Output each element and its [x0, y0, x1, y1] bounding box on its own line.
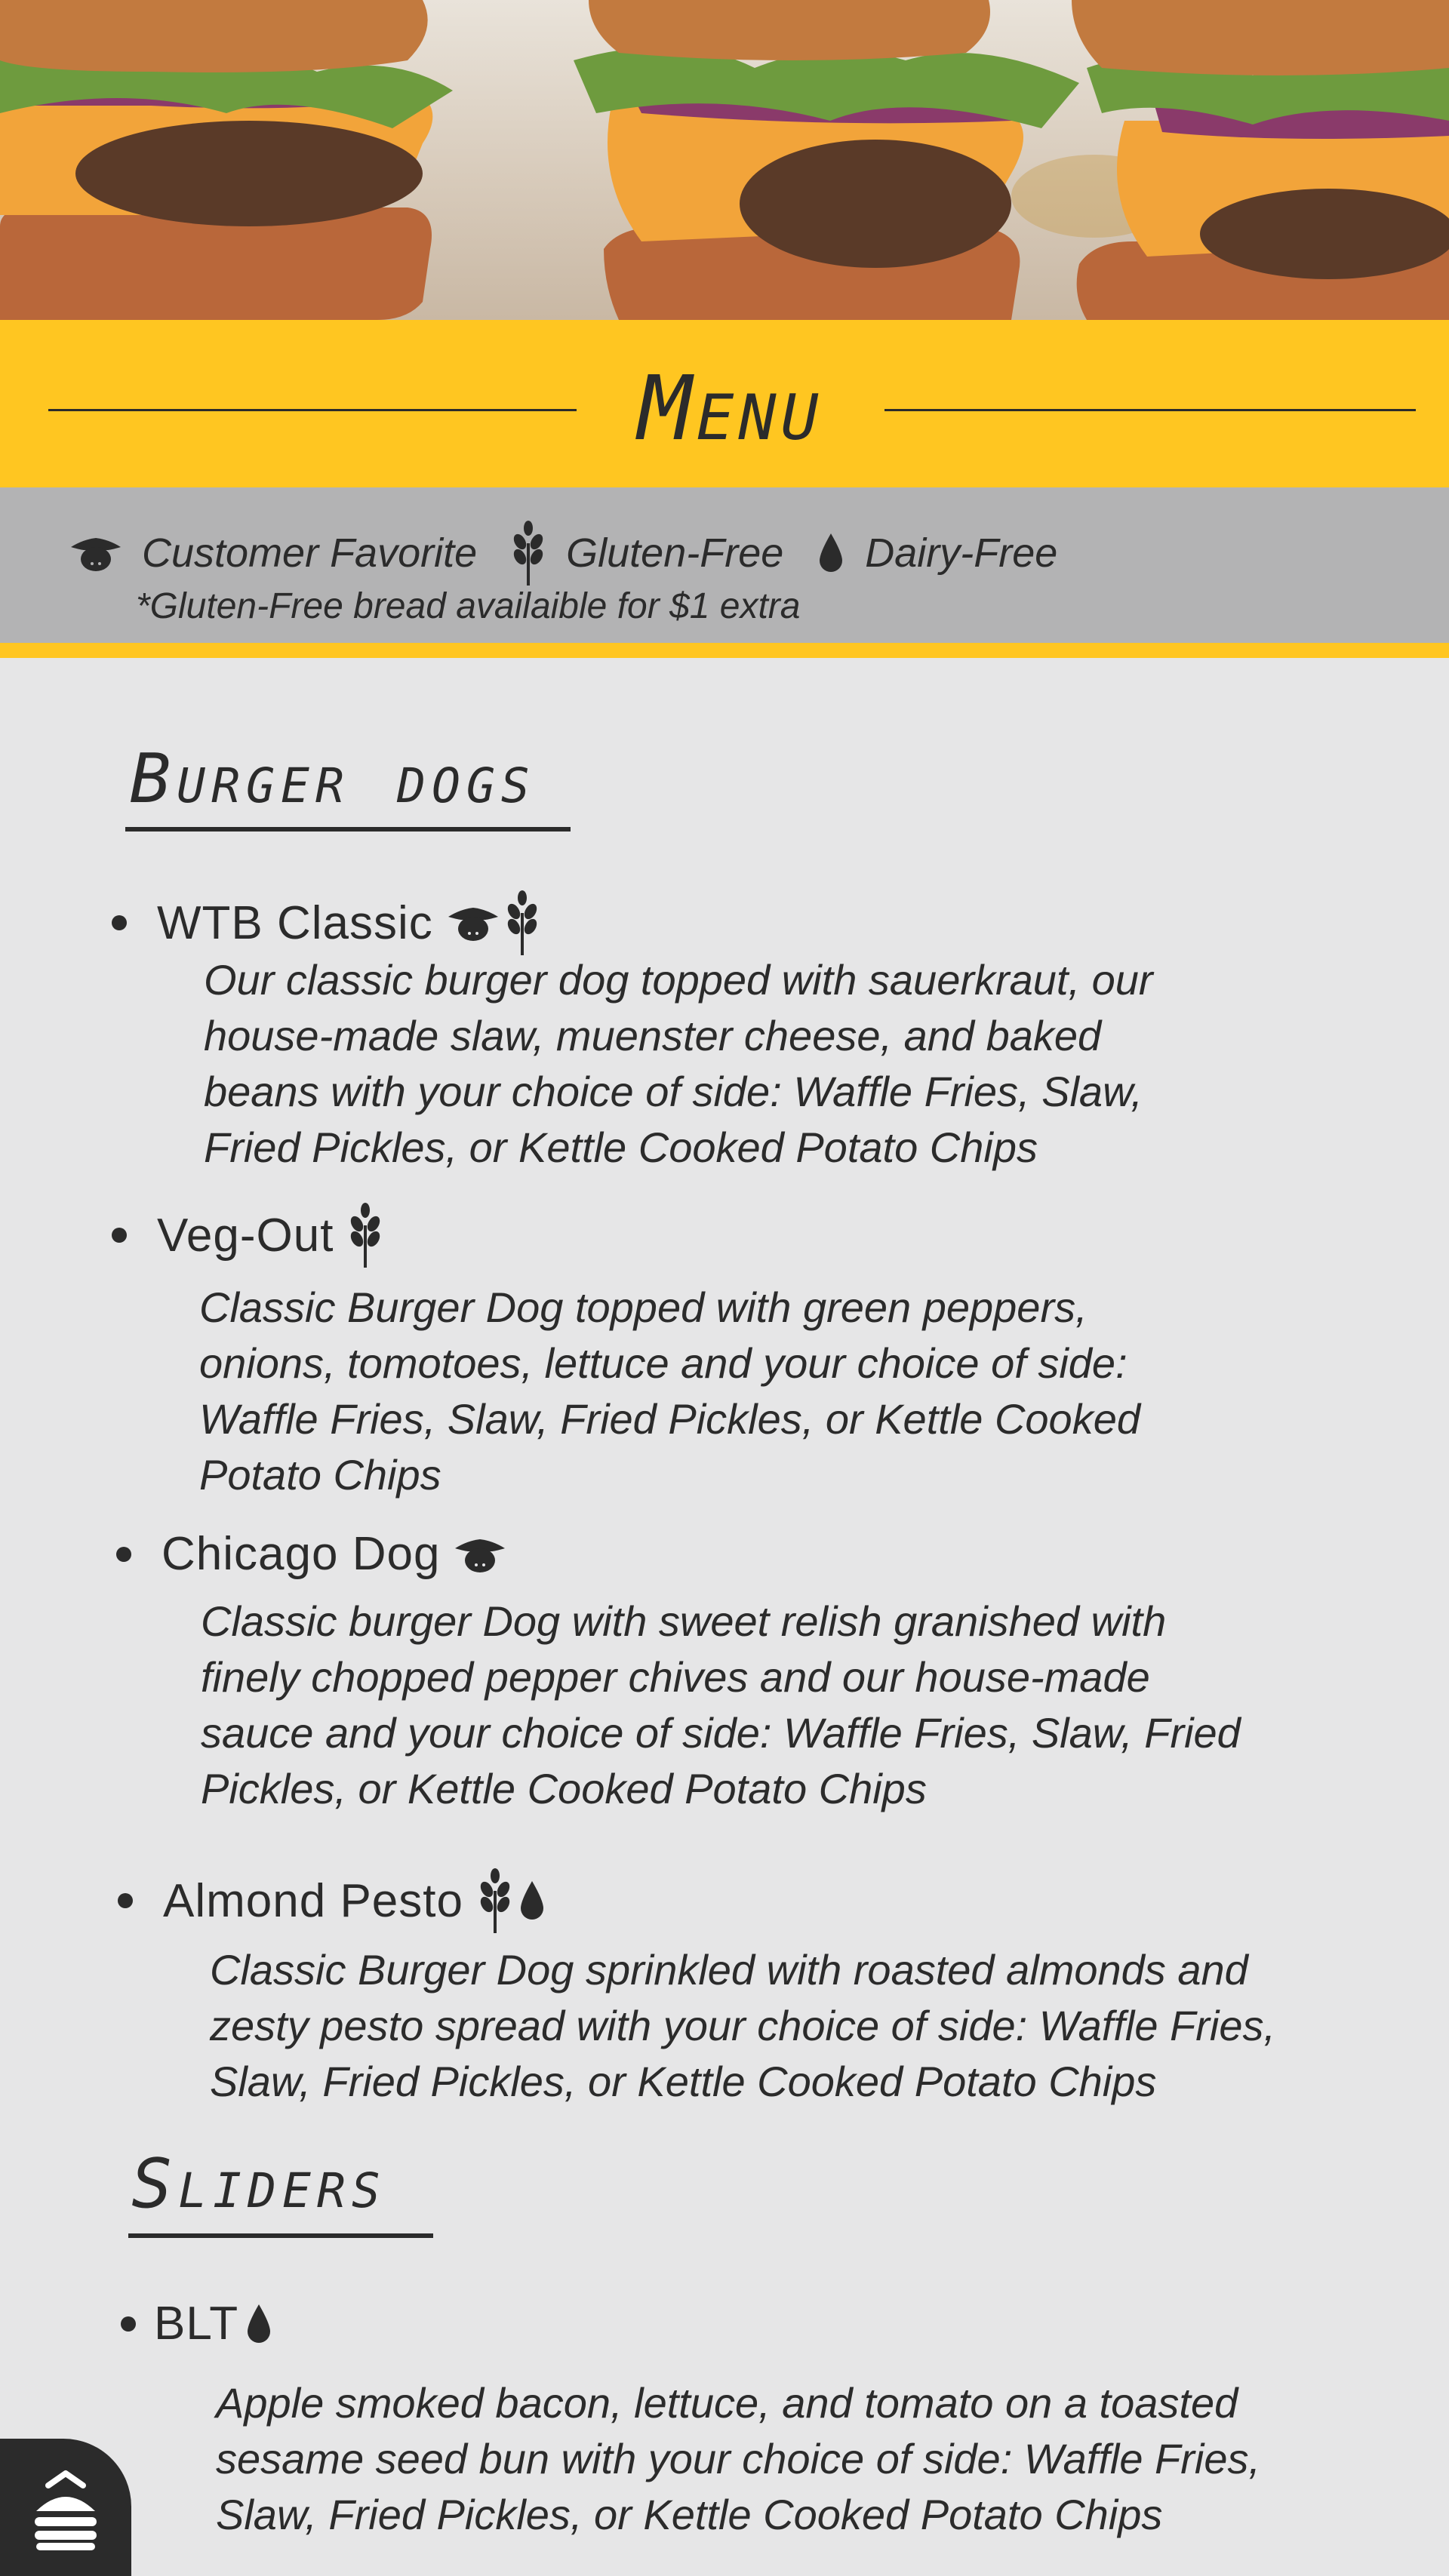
desc-line: Pickles, or Kettle Cooked Potato Chips [201, 1765, 927, 1812]
gluten-free-note: *Gluten-Free bread availaible for $1 extra [136, 586, 801, 626]
desc-line: beans with your choice of side: Waffle Fries, Slaw, [204, 1068, 1143, 1115]
section-rule [125, 827, 571, 832]
section-rule [128, 2233, 433, 2238]
cow-icon [69, 532, 122, 574]
drop-icon [817, 532, 845, 574]
item-name: BLT [154, 2298, 239, 2350]
wheat-icon [504, 890, 540, 955]
bullet [116, 1547, 131, 1562]
back-to-top-button[interactable] [0, 2439, 131, 2576]
item-name: Almond Pesto [163, 1874, 463, 1927]
cow-icon [454, 1533, 506, 1575]
item-name: Veg-Out [157, 1209, 334, 1262]
menu-item-veg-out [112, 1203, 388, 1268]
item-description [201, 1594, 1408, 1817]
item-name: WTB Classic [157, 896, 433, 949]
desc-line: Slaw, Fried Pickles, or Kettle Cooked Potato Chips [210, 2058, 1157, 2105]
menu-title: Menu [638, 356, 823, 460]
desc-line: Slaw, Fried Pickles, or Kettle Cooked Potato Chips [216, 2491, 1163, 2538]
desc-line: finely chopped pepper chives and our house-made [201, 1653, 1150, 1701]
menu-header [0, 320, 1449, 487]
hero-image [0, 0, 1449, 320]
menu-item-wtb-classic [112, 890, 545, 955]
bullet [112, 915, 127, 930]
drop-icon [245, 2303, 273, 2345]
item-description [216, 2375, 1423, 2543]
section-title-sliders: Sliders [131, 2144, 386, 2224]
menu-item-almond-pesto [118, 1868, 551, 1933]
desc-line: onions, tomotoes, lettuce and your choice of side: [199, 1339, 1128, 1387]
item-name: Chicago Dog [162, 1528, 441, 1580]
desc-line: Potato Chips [199, 1451, 441, 1499]
desc-line: Fried Pickles, or Kettle Cooked Potato Chips [204, 1124, 1038, 1171]
legend-customer-favorite [69, 530, 477, 576]
menu-item-chicago-dog [116, 1527, 511, 1581]
desc-line: house-made slaw, muenster cheese, and baked [204, 1012, 1102, 1059]
desc-line: sesame seed bun with your choice of side: Waffle Fries, [216, 2435, 1261, 2482]
section-title-burger-dogs: Burger dogs [130, 739, 536, 819]
desc-line: Our classic burger dog topped with sauerkraut, our [204, 956, 1153, 1004]
menu-item-blt [121, 2297, 278, 2350]
wheat-icon [477, 1868, 513, 1933]
desc-line: Apple smoked bacon, lettuce, and tomato on a toasted [216, 2379, 1238, 2427]
desc-line: zesty pesto spread with your choice of side: Waffle Fries, [210, 2002, 1276, 2049]
cow-icon [447, 902, 500, 944]
item-description [210, 1942, 1417, 2110]
legend-label: Gluten-Free [566, 530, 784, 576]
desc-line: Waffle Fries, Slaw, Fried Pickles, or Kettle Cooked [199, 1395, 1140, 1443]
desc-line: Classic burger Dog with sweet relish granished with [201, 1597, 1167, 1645]
bullet [112, 1228, 127, 1243]
legend-gluten-free [510, 521, 783, 586]
legend [0, 487, 1449, 658]
menu-rule-left [48, 409, 577, 411]
legend-dairy-free [817, 530, 1057, 576]
desc-line: Classic Burger Dog topped with green peppers, [199, 1283, 1088, 1331]
wheat-icon [510, 521, 546, 586]
bullet [121, 2316, 136, 2332]
wheat-icon [347, 1203, 383, 1268]
item-description [204, 952, 1411, 1176]
item-description [199, 1280, 1407, 1503]
bullet [118, 1893, 133, 1908]
drop-icon [518, 1880, 546, 1922]
legend-label: Dairy-Free [865, 530, 1058, 576]
desc-line: sauce and your choice of side: Waffle Fries, Slaw, Fried [201, 1709, 1241, 1757]
legend-label: Customer Favorite [142, 530, 478, 576]
desc-line: Classic Burger Dog sprinkled with roasted almonds and [210, 1946, 1248, 1993]
burger-up-icon [32, 2469, 100, 2552]
menu-rule-right [884, 409, 1416, 411]
